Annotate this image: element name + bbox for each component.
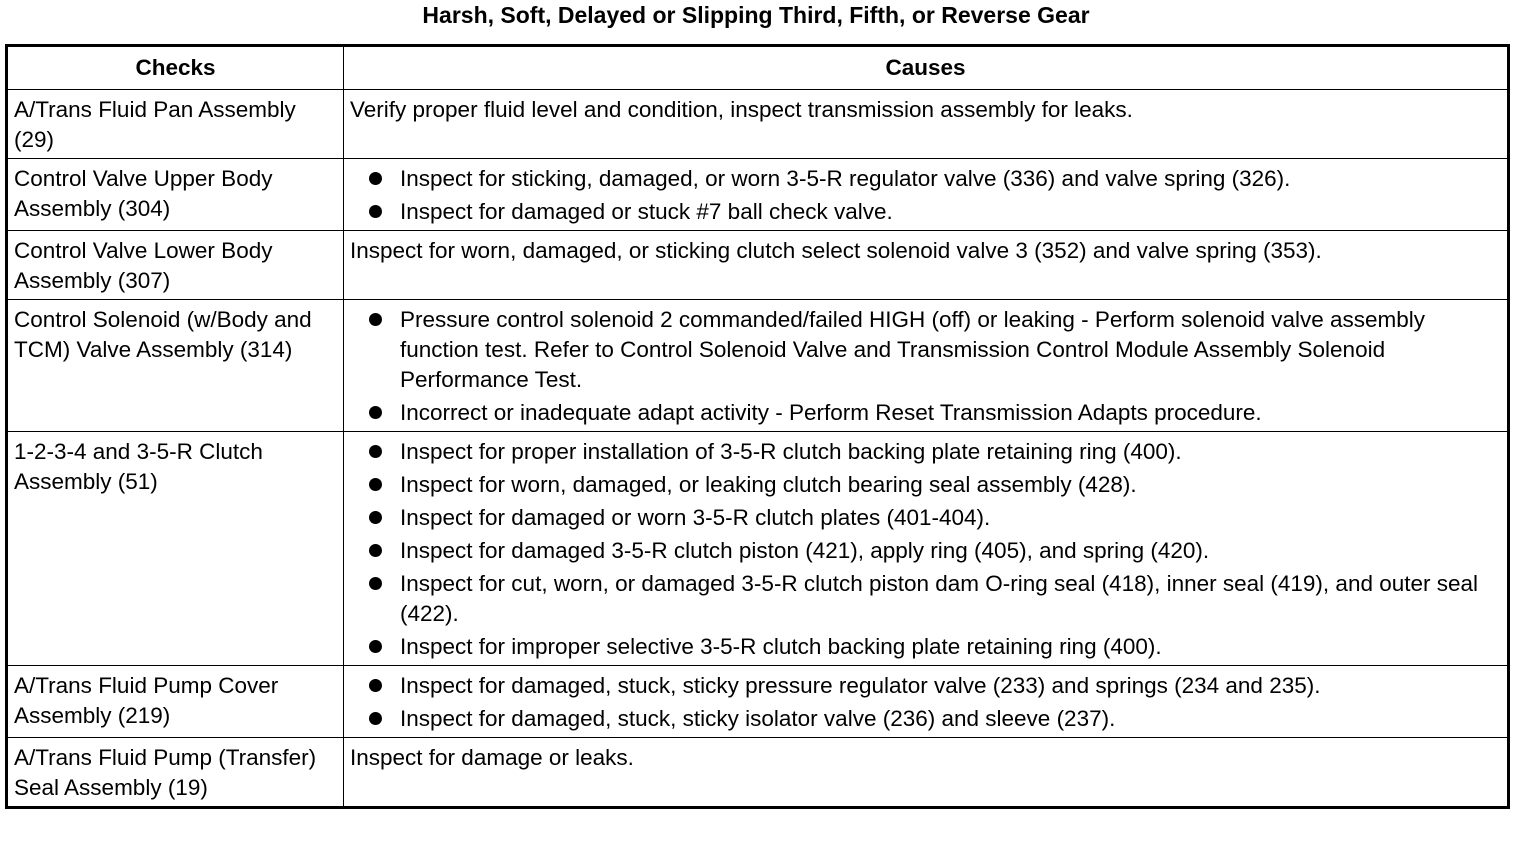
causes-column-header: Causes [344, 46, 1509, 90]
bullet-icon [369, 445, 382, 458]
table-row [7, 300, 1509, 432]
bullet-icon [369, 544, 382, 557]
cause-list-item [350, 569, 1501, 629]
cause-cell [344, 738, 1509, 808]
cause-list-item [350, 704, 1501, 734]
bullet-icon [369, 712, 382, 725]
bullet-icon [369, 406, 382, 419]
cause-text: Inspect for damage or leaks. [350, 745, 634, 770]
bullet-icon [369, 577, 382, 590]
check-cell: A/Trans Fluid Pan Assembly (29) [7, 90, 344, 159]
cause-list [350, 437, 1501, 662]
table-body [7, 90, 1509, 808]
cause-cell [344, 159, 1509, 231]
check-cell: 1-2-3-4 and 3-5-R Clutch Assembly (51) [7, 432, 344, 666]
cause-list-item [350, 632, 1501, 662]
cause-list-item [350, 305, 1501, 395]
cause-text: Incorrect or inadequate adapt activity - Perform Reset Transmission Adapts procedure. [400, 400, 1262, 425]
cause-text: Inspect for damaged, stuck, sticky isolator valve (236) and sleeve (237). [400, 706, 1116, 731]
check-cell: A/Trans Fluid Pump Cover Assembly (219) [7, 666, 344, 738]
table-row [7, 231, 1509, 300]
bullet-icon [369, 172, 382, 185]
cause-list-item [350, 164, 1501, 194]
table-row [7, 738, 1509, 808]
cause-cell [344, 231, 1509, 300]
cause-list-item [350, 470, 1501, 500]
bullet-icon [369, 313, 382, 326]
cause-list-item [350, 437, 1501, 467]
cause-text: Pressure control solenoid 2 commanded/failed HIGH (off) or leaking - Perform solenoid valve assembly function test. Refer to Control Solenoid Valve and Transmission Control Module Assembly Solenoid Performance Test. [400, 307, 1426, 392]
cause-text: Inspect for worn, damaged, or sticking clutch select solenoid valve 3 (352) and valve spring (353). [350, 238, 1322, 263]
cause-text: Inspect for damaged or worn 3-5-R clutch plates (401-404). [400, 505, 991, 530]
check-cell: Control Solenoid (w/Body and TCM) Valve Assembly (314) [7, 300, 344, 432]
cause-cell [344, 300, 1509, 432]
check-cell: Control Valve Upper Body Assembly (304) [7, 159, 344, 231]
cause-text: Inspect for sticking, damaged, or worn 3-5-R regulator valve (336) and valve spring (326). [400, 166, 1291, 191]
table-row [7, 90, 1509, 159]
bullet-icon [369, 679, 382, 692]
cause-list-item [350, 536, 1501, 566]
cause-cell [344, 666, 1509, 738]
cause-list [350, 164, 1501, 227]
table-row [7, 666, 1509, 738]
cause-text: Inspect for damaged, stuck, sticky pressure regulator valve (233) and springs (234 and 235). [400, 673, 1321, 698]
cause-text: Inspect for damaged or stuck #7 ball check valve. [400, 199, 893, 224]
check-cell: Control Valve Lower Body Assembly (307) [7, 231, 344, 300]
cause-text: Inspect for damaged 3-5-R clutch piston (421), apply ring (405), and spring (420). [400, 538, 1210, 563]
cause-text: Verify proper fluid level and condition, inspect transmission assembly for leaks. [350, 97, 1133, 122]
table-row [7, 432, 1509, 666]
cause-text: Inspect for improper selective 3-5-R clutch backing plate retaining ring (400). [400, 634, 1162, 659]
header-row [7, 46, 1509, 90]
cause-text: Inspect for cut, worn, or damaged 3-5-R clutch piston dam O-ring seal (418), inner seal (419), and outer seal (422). [400, 571, 1479, 626]
bullet-icon [369, 478, 382, 491]
cause-list-item [350, 503, 1501, 533]
cause-cell [344, 90, 1509, 159]
table-row [7, 159, 1509, 231]
cause-cell [344, 432, 1509, 666]
cause-list-item [350, 671, 1501, 701]
cause-list [350, 671, 1501, 734]
page-title: Harsh, Soft, Delayed or Slipping Third, Fifth, or Reverse Gear [422, 2, 1090, 28]
cause-list-item [350, 197, 1501, 227]
cause-list [350, 305, 1501, 428]
bullet-icon [369, 511, 382, 524]
cause-list-item [350, 398, 1501, 428]
cause-text: Inspect for worn, damaged, or leaking clutch bearing seal assembly (428). [400, 472, 1137, 497]
bullet-icon [369, 640, 382, 653]
diagnostic-table [5, 44, 1510, 809]
checks-column-header: Checks [7, 46, 344, 90]
cause-text: Inspect for proper installation of 3-5-R clutch backing plate retaining ring (400). [400, 439, 1182, 464]
bullet-icon [369, 205, 382, 218]
check-cell: A/Trans Fluid Pump (Transfer) Seal Assembly (19) [7, 738, 344, 808]
